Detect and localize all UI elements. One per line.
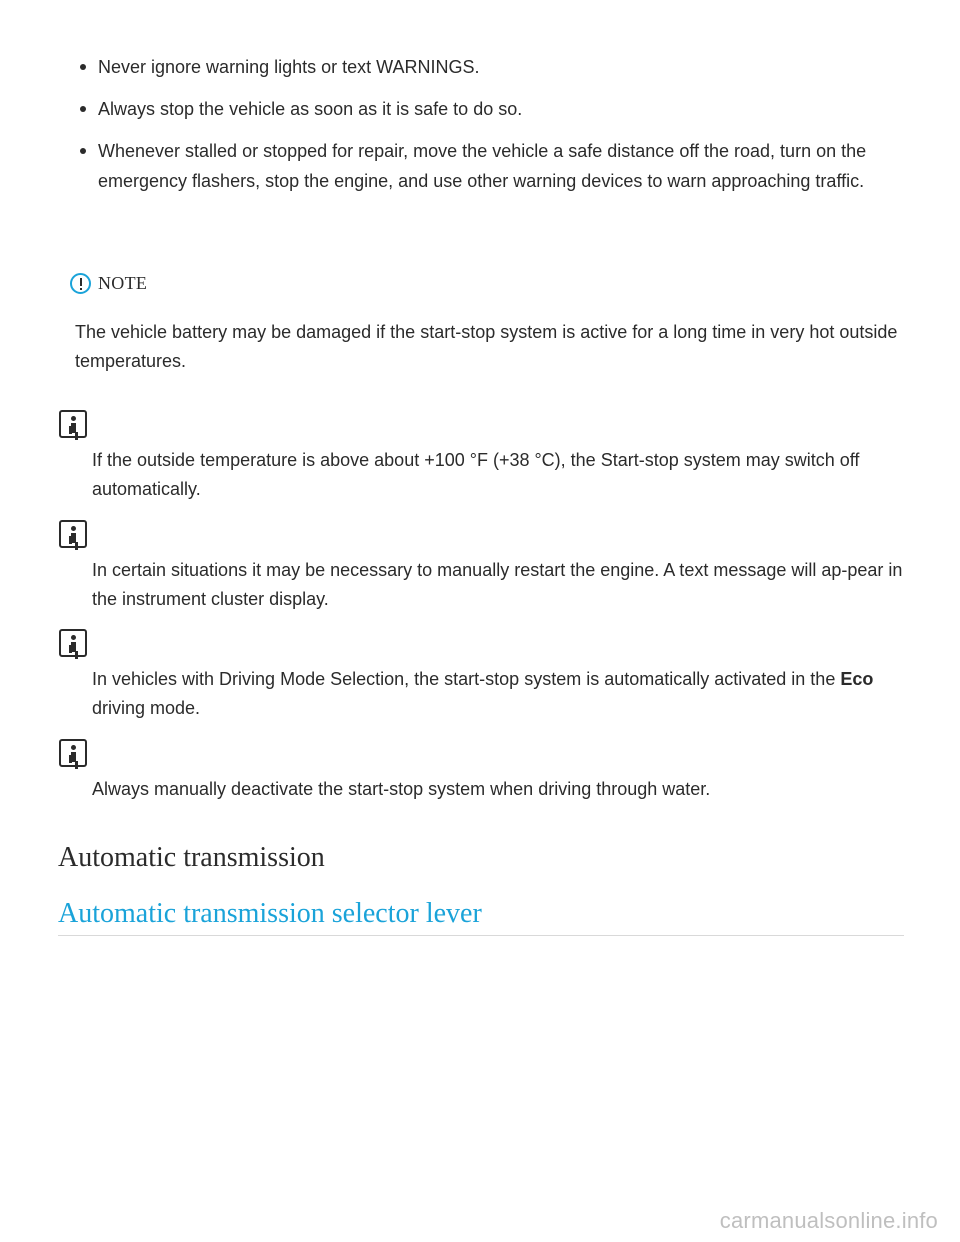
info-block — [59, 410, 909, 504]
info-text: Always manually deactivate the start-stop system when driving through water. — [92, 779, 711, 799]
note-label: NOTE — [98, 272, 148, 293]
info-icon — [59, 739, 87, 767]
info-text: In certain situations it may be necessary to manually restart the engine. A text message will ap-pear in the instrument cluster display. — [92, 560, 903, 609]
list-item: Whenever stalled or stopped for repair, move the vehicle a safe distance off the road, turn on the emergency flashers, stop the engine, and use other warning devices to warn approaching traffic. — [78, 136, 898, 196]
info-icon — [59, 520, 87, 548]
section-heading: Automatic transmission — [58, 842, 325, 873]
watermark: carmanualsonline.info — [719, 1208, 938, 1233]
info-block — [59, 629, 909, 723]
subsection-heading: Automatic transmission selector lever — [58, 898, 482, 929]
info-text-part: driving mode. — [92, 698, 201, 718]
info-text-part: In vehicles with Driving Mode Selection, the start-stop system is automatically activated in the — [92, 669, 841, 689]
warning-list — [78, 52, 898, 208]
note-header — [70, 270, 147, 296]
info-block — [59, 520, 909, 614]
eco-mode-label: Eco — [840, 669, 874, 689]
list-item: Always stop the vehicle as soon as it is safe to do so. — [78, 94, 898, 124]
info-block — [59, 739, 909, 804]
list-item: Never ignore warning lights or text WARNINGS. — [78, 52, 898, 82]
info-icon — [59, 410, 87, 438]
info-icon — [59, 629, 87, 657]
heading-divider — [58, 935, 904, 936]
info-text: If the outside temperature is above about +100 °F (+38 °C), the Start-stop system may switch off automatically. — [92, 450, 860, 499]
note-text: The vehicle battery may be damaged if the start-stop system is active for a long time in very hot outside temperatures. — [75, 322, 898, 371]
info-text — [92, 665, 909, 723]
exclamation-circle-icon — [70, 273, 91, 294]
